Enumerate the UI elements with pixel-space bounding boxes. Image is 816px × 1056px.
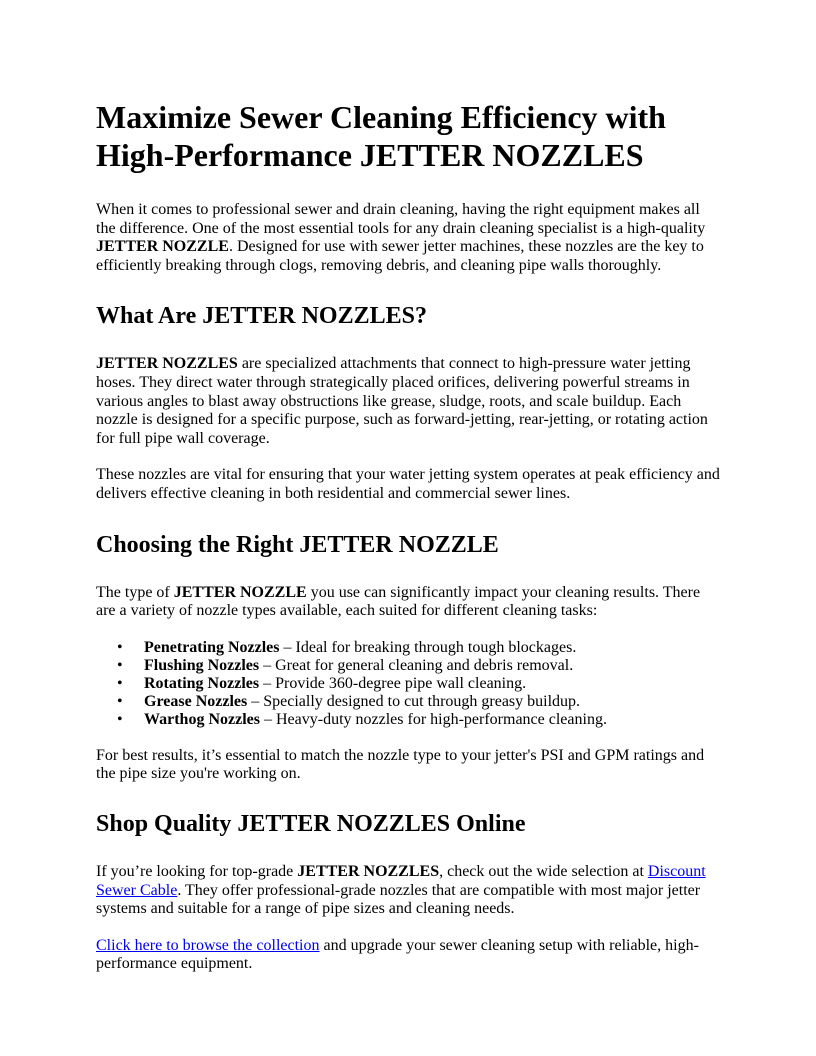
- nozzle-name: Warthog Nozzles: [144, 710, 260, 728]
- shop-text-1: If you’re looking for top-grade: [96, 862, 298, 880]
- shop-text-3: . They offer professional-grade nozzles that are compatible with most major jetter systems and suitable for a range of pipe sizes and cleaning needs.: [96, 881, 701, 918]
- choosing-paragraph-2: For best results, it’s essential to match the nozzle type to your jetter's PSI and GPM ratings and the pipe size you're working on.: [96, 746, 705, 783]
- browse-collection-link[interactable]: Click here to browse the collection: [96, 936, 320, 954]
- intro-paragraph: [96, 201, 720, 275]
- bullet-icon: •: [117, 656, 123, 674]
- bullet-icon: •: [117, 638, 123, 656]
- choosing-bold-term: JETTER NOZZLE: [173, 583, 307, 601]
- nozzle-description: – Ideal for breaking through tough blockages.: [279, 638, 577, 656]
- nozzle-description: – Specially designed to cut through greasy buildup.: [247, 692, 581, 710]
- bullet-icon: •: [117, 710, 123, 728]
- shop-text-4: and upgrade your sewer cleaning setup with reliable, high-performance equipment.: [96, 936, 699, 973]
- list-item: [117, 692, 720, 711]
- intro-text-2: . Designed for use with sewer jetter machines, these nozzles are the key to efficiently breaking through clogs, removing debris, and cleaning pipe walls thoroughly.: [96, 238, 704, 274]
- list-item: [117, 710, 720, 729]
- nozzle-name: Penetrating Nozzles: [144, 638, 280, 656]
- shop-paragraph-2: [96, 937, 720, 974]
- list-item: [117, 656, 720, 675]
- what-text-1: are specialized attachments that connect to high-pressure water jetting hoses. They direct water through strategically placed orifices, delivering powerful streams in various angles to blast away obstructions like grease, sludge, roots, and scale buildup. Each nozzle is designed for a specific purpose, such as forward-jetting, rear-jetting, or rotating action for full pipe wall coverage.: [96, 355, 708, 447]
- nozzle-name: Flushing Nozzles: [144, 656, 260, 674]
- nozzle-description: – Provide 360-degree pipe wall cleaning.: [259, 674, 527, 692]
- choosing-text-2: you use can significantly impact your cleaning results. There are a variety of nozzle types available, each suited for different cleaning tasks:: [96, 583, 701, 620]
- what-paragraph-1: [96, 355, 720, 448]
- section-heading-shop: Shop Quality JETTER NOZZLES Online: [96, 810, 526, 837]
- shop-bold-term: JETTER NOZZLES: [297, 862, 440, 880]
- nozzle-name: Grease Nozzles: [144, 692, 248, 710]
- intro-text-1: When it comes to professional sewer and drain cleaning, having the right equipment makes all the difference. One of the most essential tools for any drain cleaning specialist is a high-quality: [96, 201, 706, 237]
- bullet-icon: •: [117, 692, 123, 710]
- nozzle-type-list: [96, 639, 720, 729]
- section-heading-choosing: Choosing the Right JETTER NOZZLE: [96, 531, 499, 558]
- shop-paragraph-1: [96, 863, 720, 919]
- nozzle-description: – Great for general cleaning and debris removal.: [259, 656, 574, 674]
- choosing-paragraph-1: [96, 584, 720, 621]
- list-item: [117, 638, 720, 657]
- nozzle-name: Rotating Nozzles: [144, 674, 260, 692]
- section-heading-what: What Are JETTER NOZZLES?: [96, 303, 427, 330]
- intro-bold-term: JETTER NOZZLE: [96, 238, 229, 256]
- choosing-text-1: The type of: [96, 583, 174, 601]
- shop-text-2: , check out the wide selection at: [439, 862, 648, 880]
- what-paragraph-2: These nozzles are vital for ensuring that your water jetting system operates at peak efficiency and delivers effective cleaning in both residential and commercial sewer lines.: [96, 466, 720, 502]
- list-item: [117, 674, 720, 693]
- page-title: Maximize Sewer Cleaning Efficiency with High-Performance JETTER NOZZLES: [96, 99, 666, 173]
- bullet-icon: •: [117, 674, 123, 692]
- discount-sewer-cable-link[interactable]: Discount Sewer Cable: [96, 862, 706, 899]
- nozzle-description: – Heavy-duty nozzles for high-performance cleaning.: [259, 710, 607, 728]
- what-bold-term: JETTER NOZZLES: [96, 355, 238, 373]
